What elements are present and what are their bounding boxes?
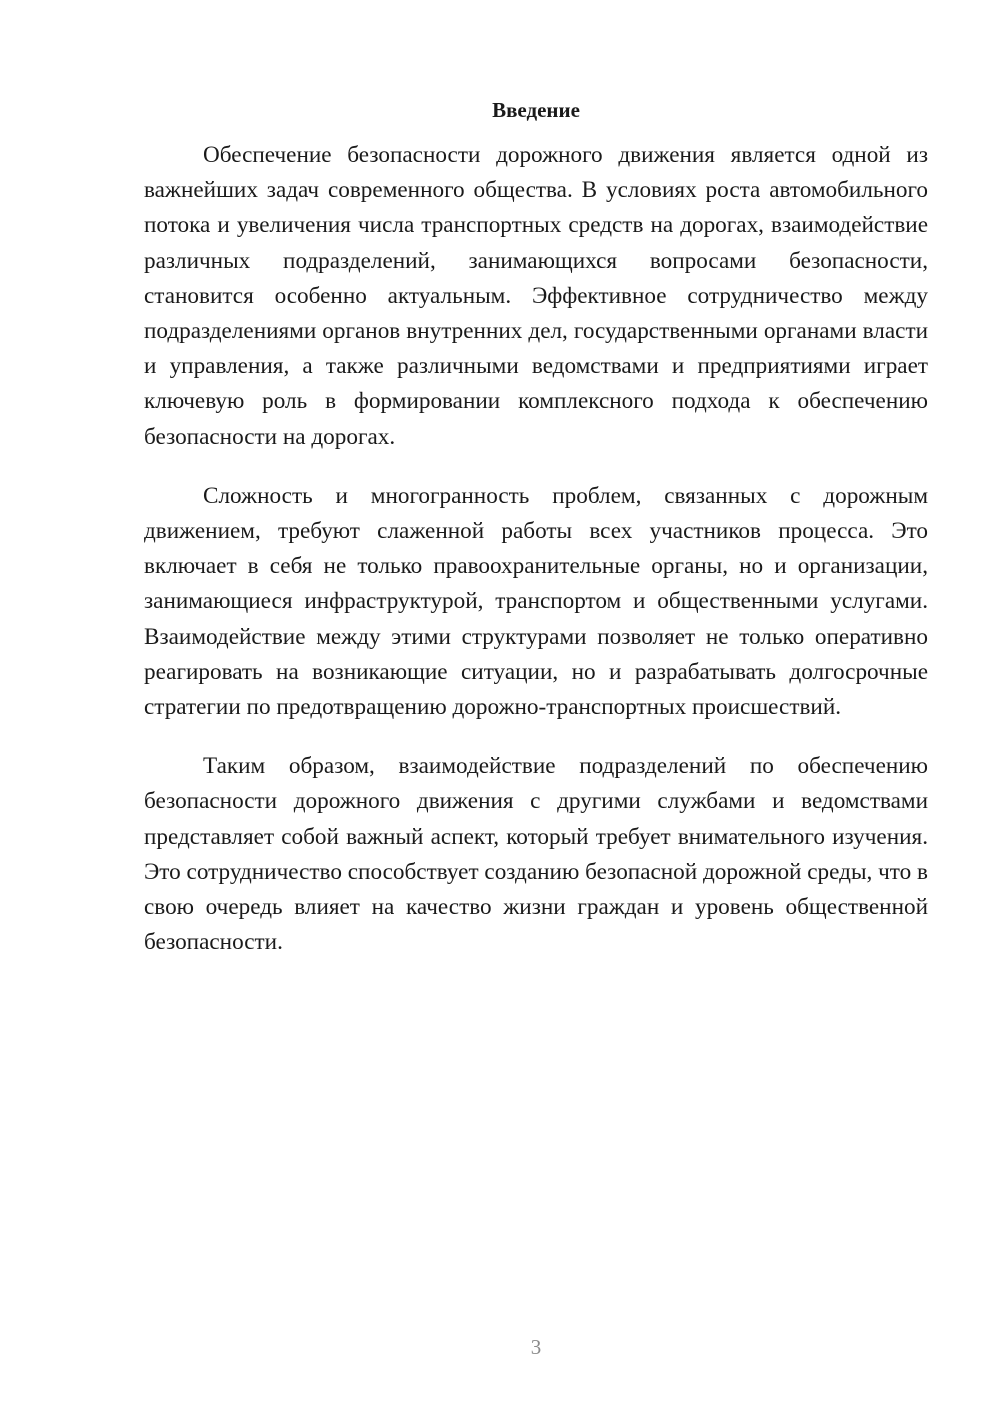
paragraph-2: Сложность и многогранность проблем, связанных с дорожным движением, требуют слаженной работы всех участников процесса. Это включает в себя не только правоохранительные органы, но и организации, занимающиеся инфраструктурой, транспортом и общественными услугами. Взаимодействие между этими структурами позволяет не только оперативно реагировать на возникающие ситуации, но и разрабатывать долгосрочные стратегии по предотвращению дорожно-транспортных происшествий.	[144, 482, 928, 721]
paragraph-1: Обеспечение безопасности дорожного движения является одной из важнейших задач современного общества. В условиях роста автомобильного потока и увеличения числа транспортных средств на дорогах, взаимодействие различных подразделений, занимающихся вопросами безопасности, становится особенно актуальным. Эффективное сотрудничество между подразделениями органов внутренних дел, государственными органами власти и управления, а также различными ведомствами и предприятиями играет ключевую роль в формировании комплексного подхода к обеспечению безопасности на дорогах.	[144, 142, 928, 450]
paragraph-3: Таким образом, взаимодействие подразделений по обеспечению безопасности дорожного движения с другими службами и ведомствами представляет собой важный аспект, который требует внимательного изучения. Это сотрудничество способствует созданию безопасной дорожной среды, что в свою очередь влияет на качество жизни граждан и уровень общественной безопасности.	[144, 753, 928, 956]
page-content	[144, 96, 928, 984]
section-title: Введение	[492, 98, 580, 122]
page-number: 3	[530, 1335, 542, 1359]
